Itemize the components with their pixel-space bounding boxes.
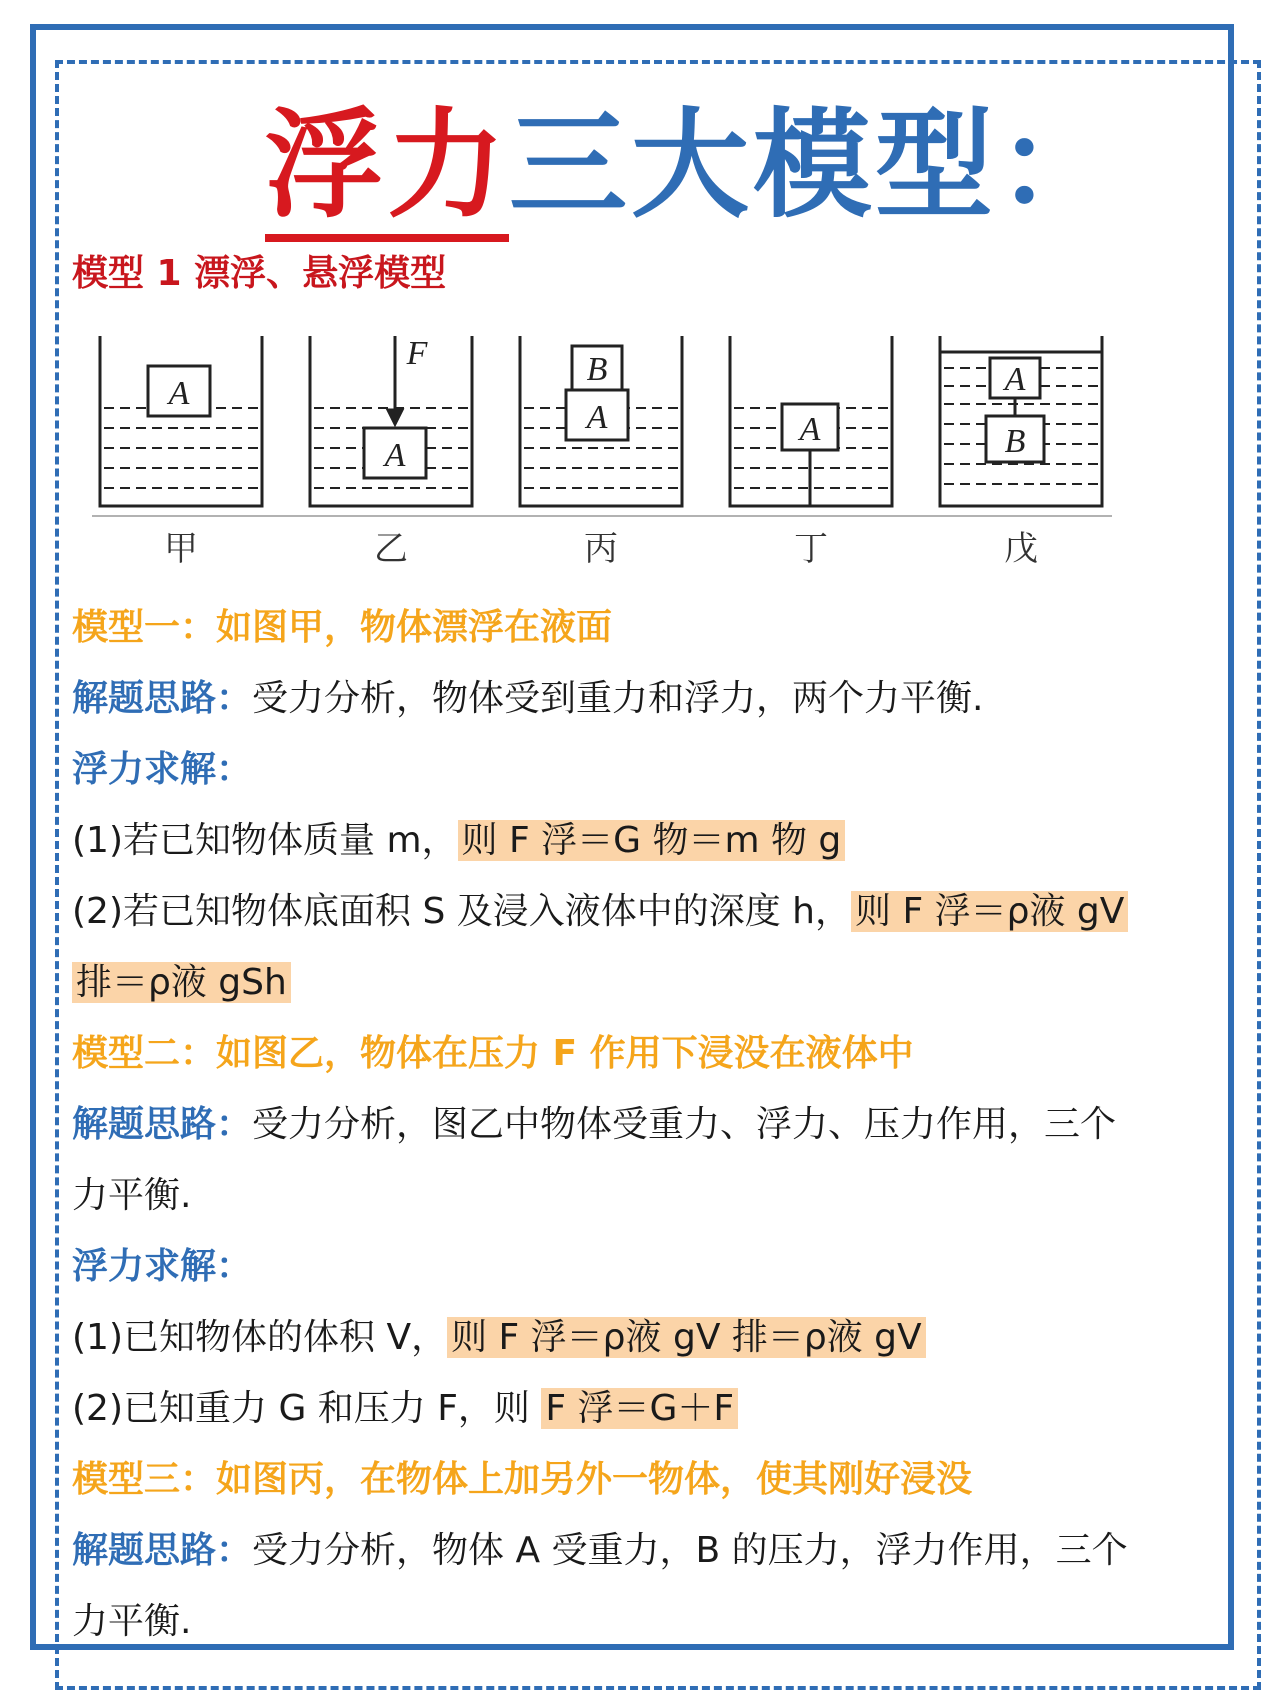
- figure-label-wu: 戊: [1004, 529, 1038, 569]
- figure-label-ding: 丁: [794, 529, 828, 569]
- model1-item2: [72, 876, 1222, 947]
- block-a-label: A: [586, 399, 608, 436]
- title-red-part: 浮力: [265, 96, 509, 242]
- page-content: [72, 90, 1222, 1657]
- buoyancy-figure: [72, 328, 1192, 588]
- item-text: (2)若已知物体底面积 S 及浸入液体中的深度 h，: [72, 891, 851, 932]
- block-b-label: B: [586, 351, 608, 388]
- model2-idea: [72, 1089, 1222, 1160]
- model2-item2: [72, 1373, 1222, 1444]
- model3-idea-cont: 力平衡.: [72, 1601, 192, 1642]
- idea-text: 受力分析，物体受到重力和浮力，两个力平衡.: [252, 678, 984, 719]
- force-f-label: F: [406, 335, 428, 372]
- container-jia: [100, 336, 262, 506]
- model1-item1: [72, 805, 1222, 876]
- model2-solve-label: 浮力求解：: [72, 1246, 253, 1287]
- model3-heading: 模型三：如图丙，在物体上加另外一物体，使其刚好浸没: [72, 1459, 973, 1500]
- model3-idea: [72, 1515, 1222, 1586]
- model-heading: 模型 1 漂浮、悬浮模型: [72, 253, 447, 294]
- formula-highlight: 则 F 浮＝ρ液 gV 排＝ρ液 gV: [447, 1317, 926, 1358]
- container-yi: [310, 336, 472, 506]
- block-a-label: A: [799, 411, 821, 448]
- idea-label: 解题思路：: [72, 1530, 253, 1571]
- item-text: (2)已知重力 G 和压力 F，则: [72, 1388, 542, 1429]
- item-text: (1)若已知物体质量 m，: [72, 820, 458, 861]
- model1-heading: 模型一：如图甲，物体漂浮在液面: [72, 607, 613, 648]
- model1-idea: [72, 663, 1222, 734]
- block-b-label: B: [1004, 423, 1026, 460]
- figure-label-yi: 乙: [374, 529, 408, 569]
- formula-highlight: F 浮＝G＋F: [541, 1388, 738, 1429]
- idea-text: 受力分析，物体 A 受重力，B 的压力，浮力作用，三个: [252, 1530, 1128, 1571]
- title-blue-part: 三大模型：: [509, 96, 1120, 234]
- figure-label-bing: 丙: [584, 529, 618, 569]
- model1-item2-cont: [72, 947, 1222, 1018]
- formula-highlight: 则 F 浮＝ρ液 gV: [851, 891, 1128, 932]
- model2-item1: [72, 1302, 1222, 1373]
- figure-label-jia: 甲: [164, 529, 198, 569]
- model2-heading: 模型二：如图乙，物体在压力 F 作用下浸没在液体中: [72, 1033, 914, 1074]
- block-a-label: A: [384, 437, 406, 474]
- block-a-label: A: [1004, 361, 1026, 398]
- idea-label: 解题思路：: [72, 1104, 253, 1145]
- item-text: (1)已知物体的体积 V，: [72, 1317, 448, 1358]
- formula-highlight: 则 F 浮＝G 物＝m 物 g: [458, 820, 846, 861]
- idea-text: 受力分析，图乙中物体受重力、浮力、压力作用，三个: [252, 1104, 1117, 1145]
- model1-solve-label: 浮力求解：: [72, 749, 253, 790]
- idea-label: 解题思路：: [72, 678, 253, 719]
- block-a-label: A: [168, 375, 190, 412]
- model2-idea-cont: 力平衡.: [72, 1175, 192, 1216]
- formula-highlight: 排＝ρ液 gSh: [72, 962, 291, 1003]
- page-title: [162, 90, 1222, 240]
